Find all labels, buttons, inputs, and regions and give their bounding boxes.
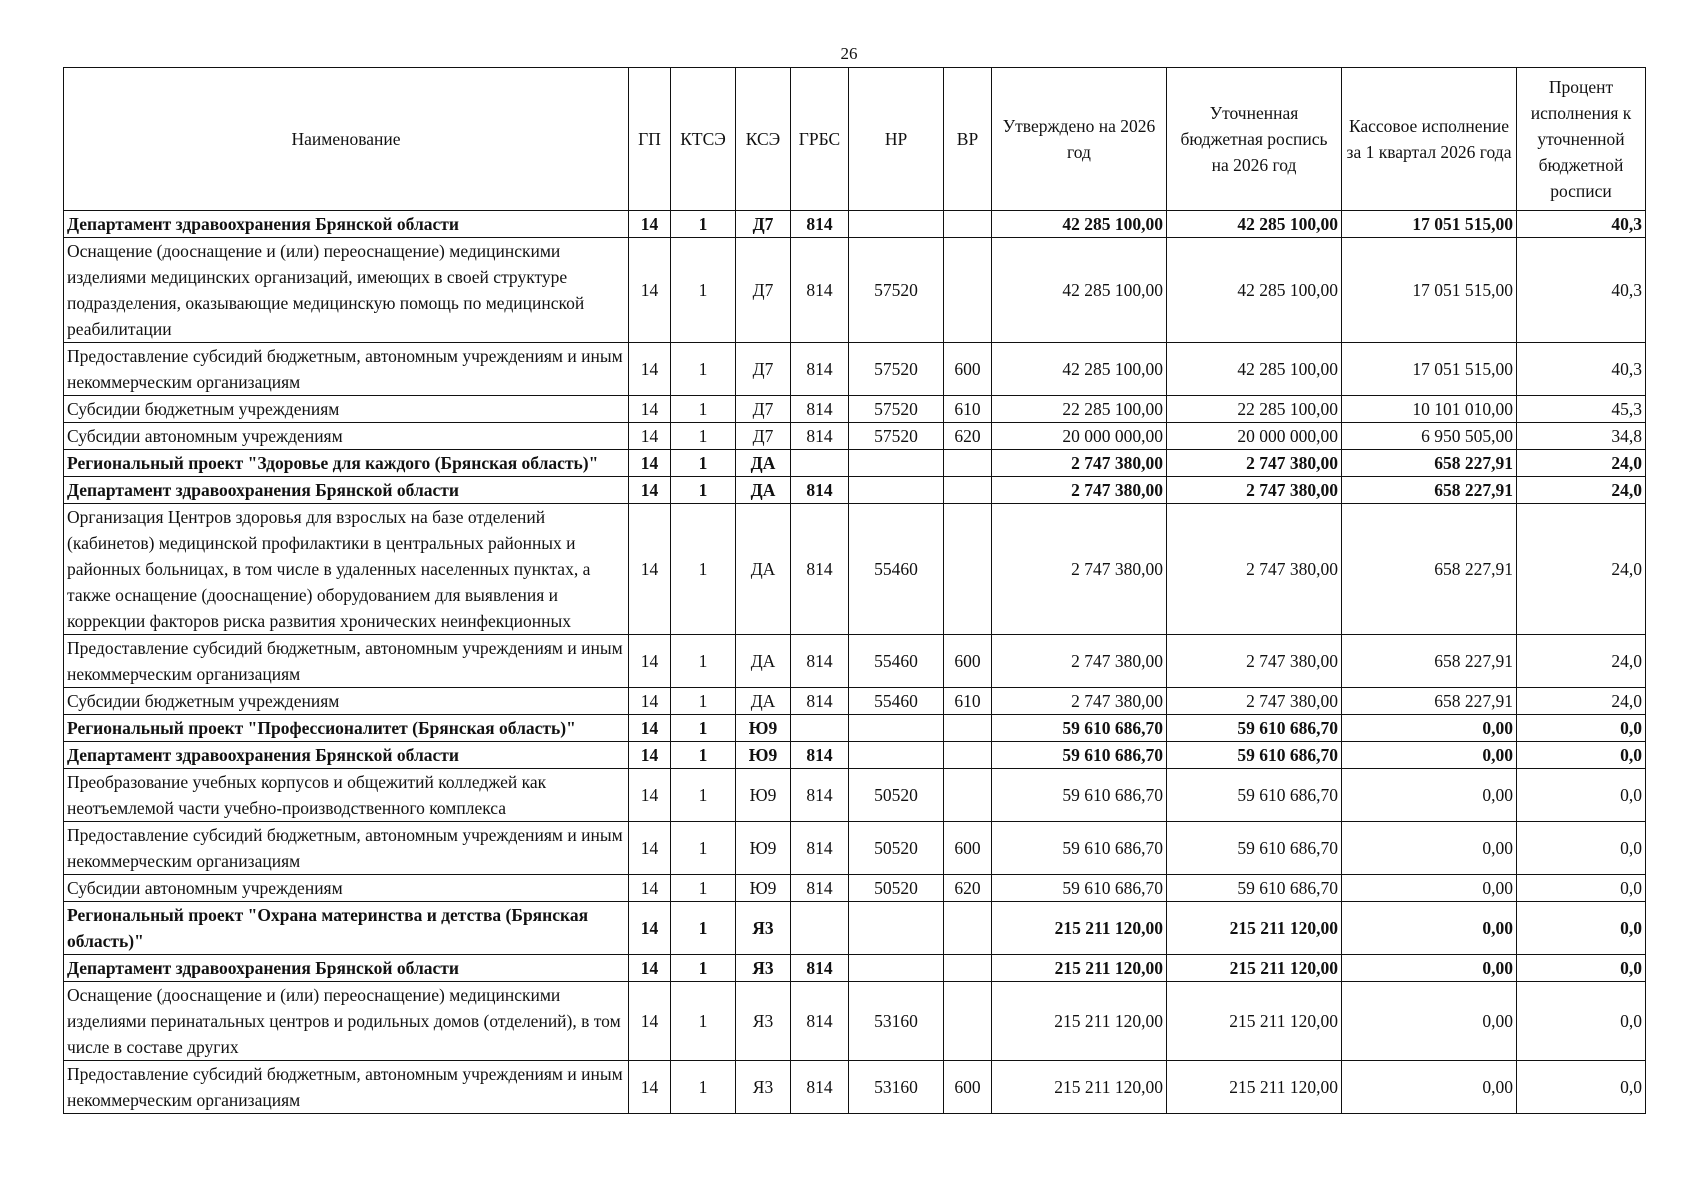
table-row (64, 875, 1646, 902)
cell-grbs: 814 (791, 982, 849, 1061)
cell-percent: 40,3 (1517, 343, 1646, 396)
table-row (64, 477, 1646, 504)
cell-percent: 0,0 (1517, 955, 1646, 982)
cell-vr: 600 (944, 635, 992, 688)
header-kse: КСЭ (736, 68, 791, 211)
cell-cash: 0,00 (1342, 715, 1517, 742)
cell-refined: 22 285 100,00 (1167, 396, 1342, 423)
cell-gp: 14 (629, 343, 671, 396)
cell-kse: Д7 (736, 396, 791, 423)
cell-percent: 24,0 (1517, 450, 1646, 477)
cell-grbs: 814 (791, 396, 849, 423)
cell-kse: Д7 (736, 238, 791, 343)
cell-vr: 620 (944, 423, 992, 450)
cell-cash: 658 227,91 (1342, 504, 1517, 635)
table-row (64, 343, 1646, 396)
cell-grbs: 814 (791, 742, 849, 769)
cell-name: Департамент здравоохранения Брянской области (64, 477, 629, 504)
cell-name: Региональный проект "Здоровье для каждого (Брянская область)" (64, 450, 629, 477)
cell-cash: 0,00 (1342, 875, 1517, 902)
cell-gp: 14 (629, 1061, 671, 1114)
page-number: 26 (840, 44, 858, 63)
cell-name: Региональный проект "Охрана материнства и детства (Брянская область)" (64, 902, 629, 955)
table-row (64, 1061, 1646, 1114)
cell-gp: 14 (629, 822, 671, 875)
cell-cash: 17 051 515,00 (1342, 343, 1517, 396)
cell-grbs: 814 (791, 343, 849, 396)
cell-gp: 14 (629, 902, 671, 955)
cell-vr (944, 715, 992, 742)
cell-gp: 14 (629, 504, 671, 635)
cell-vr: 600 (944, 1061, 992, 1114)
cell-kse: Ю9 (736, 875, 791, 902)
cell-grbs: 814 (791, 688, 849, 715)
cell-ktse: 1 (671, 902, 736, 955)
cell-percent: 24,0 (1517, 688, 1646, 715)
cell-name: Преобразование учебных корпусов и общежитий колледжей как неотъемлемой части учебно-производственного комплекса (64, 769, 629, 822)
cell-approved: 59 610 686,70 (992, 875, 1167, 902)
cell-ktse: 1 (671, 423, 736, 450)
cell-nr (849, 902, 944, 955)
cell-cash: 658 227,91 (1342, 688, 1517, 715)
table-row (64, 822, 1646, 875)
cell-refined: 215 211 120,00 (1167, 902, 1342, 955)
cell-vr (944, 769, 992, 822)
table-body (64, 211, 1646, 1114)
table-row (64, 504, 1646, 635)
cell-percent: 0,0 (1517, 769, 1646, 822)
cell-gp: 14 (629, 238, 671, 343)
table-row (64, 902, 1646, 955)
cell-kse: Я3 (736, 955, 791, 982)
cell-ktse: 1 (671, 450, 736, 477)
cell-approved: 59 610 686,70 (992, 822, 1167, 875)
table-row (64, 423, 1646, 450)
cell-approved: 2 747 380,00 (992, 450, 1167, 477)
cell-name: Предоставление субсидий бюджетным, автономным учреждениям и иным некоммерческим организациям (64, 1061, 629, 1114)
cell-nr: 57520 (849, 238, 944, 343)
cell-gp: 14 (629, 477, 671, 504)
cell-grbs (791, 450, 849, 477)
cell-refined: 59 610 686,70 (1167, 715, 1342, 742)
table-row (64, 982, 1646, 1061)
cell-ktse: 1 (671, 1061, 736, 1114)
cell-name: Оснащение (дооснащение и (или) переоснащение) медицинскими изделиями перинатальных центров и родильных домов (отделений), в том числе в составе других (64, 982, 629, 1061)
cell-nr (849, 477, 944, 504)
cell-vr: 610 (944, 396, 992, 423)
cell-refined: 215 211 120,00 (1167, 982, 1342, 1061)
cell-percent: 0,0 (1517, 982, 1646, 1061)
cell-percent: 24,0 (1517, 635, 1646, 688)
cell-gp: 14 (629, 423, 671, 450)
table-row (64, 238, 1646, 343)
cell-cash: 0,00 (1342, 822, 1517, 875)
cell-grbs: 814 (791, 504, 849, 635)
cell-percent: 0,0 (1517, 902, 1646, 955)
table-row (64, 688, 1646, 715)
cell-vr: 620 (944, 875, 992, 902)
cell-name: Субсидии автономным учреждениям (64, 875, 629, 902)
cell-ktse: 1 (671, 396, 736, 423)
cell-approved: 42 285 100,00 (992, 343, 1167, 396)
table-row (64, 769, 1646, 822)
cell-kse: Д7 (736, 423, 791, 450)
cell-approved: 59 610 686,70 (992, 769, 1167, 822)
budget-execution-table (63, 67, 1646, 1114)
cell-nr: 53160 (849, 1061, 944, 1114)
cell-kse: Я3 (736, 902, 791, 955)
cell-name: Субсидии бюджетным учреждениям (64, 396, 629, 423)
cell-nr: 50520 (849, 769, 944, 822)
cell-grbs: 814 (791, 875, 849, 902)
cell-vr: 600 (944, 822, 992, 875)
cell-approved: 2 747 380,00 (992, 477, 1167, 504)
cell-approved: 215 211 120,00 (992, 902, 1167, 955)
cell-vr: 610 (944, 688, 992, 715)
cell-name: Организация Центров здоровья для взрослых на базе отделений (кабинетов) медицинской профилактики в центральных районных и районных больницах, в том числе в удаленных населенных пунктах, а также оснащение (дооснащение) оборудованием для выявления и коррекции факторов риска развития хронических неинфекционных (64, 504, 629, 635)
cell-refined: 2 747 380,00 (1167, 477, 1342, 504)
cell-cash: 0,00 (1342, 902, 1517, 955)
header-ktse: КТСЭ (671, 68, 736, 211)
cell-percent: 0,0 (1517, 715, 1646, 742)
cell-nr (849, 450, 944, 477)
cell-approved: 215 211 120,00 (992, 982, 1167, 1061)
table-row (64, 742, 1646, 769)
cell-refined: 42 285 100,00 (1167, 343, 1342, 396)
cell-ktse: 1 (671, 982, 736, 1061)
cell-refined: 42 285 100,00 (1167, 238, 1342, 343)
table-row (64, 450, 1646, 477)
cell-cash: 6 950 505,00 (1342, 423, 1517, 450)
cell-cash: 17 051 515,00 (1342, 238, 1517, 343)
cell-grbs (791, 715, 849, 742)
cell-refined: 42 285 100,00 (1167, 211, 1342, 238)
cell-ktse: 1 (671, 875, 736, 902)
header-grbs: ГРБС (791, 68, 849, 211)
cell-kse: ДА (736, 504, 791, 635)
cell-grbs: 814 (791, 477, 849, 504)
cell-percent: 0,0 (1517, 1061, 1646, 1114)
cell-percent: 45,3 (1517, 396, 1646, 423)
cell-percent: 24,0 (1517, 477, 1646, 504)
cell-refined: 59 610 686,70 (1167, 769, 1342, 822)
cell-ktse: 1 (671, 822, 736, 875)
cell-approved: 215 211 120,00 (992, 955, 1167, 982)
cell-grbs: 814 (791, 955, 849, 982)
cell-percent: 34,8 (1517, 423, 1646, 450)
table-row (64, 396, 1646, 423)
cell-percent: 0,0 (1517, 822, 1646, 875)
cell-kse: Ю9 (736, 822, 791, 875)
cell-ktse: 1 (671, 635, 736, 688)
header-nr: НР (849, 68, 944, 211)
table-row (64, 955, 1646, 982)
cell-vr (944, 955, 992, 982)
cell-refined: 20 000 000,00 (1167, 423, 1342, 450)
cell-grbs: 814 (791, 423, 849, 450)
cell-kse: ДА (736, 688, 791, 715)
cell-name: Департамент здравоохранения Брянской области (64, 742, 629, 769)
cell-nr (849, 955, 944, 982)
header-cash: Кассовое исполнение за 1 квартал 2026 года (1342, 68, 1517, 211)
cell-percent: 40,3 (1517, 238, 1646, 343)
cell-nr (849, 211, 944, 238)
cell-approved: 42 285 100,00 (992, 238, 1167, 343)
cell-cash: 0,00 (1342, 955, 1517, 982)
table-row (64, 715, 1646, 742)
cell-vr (944, 477, 992, 504)
cell-grbs: 814 (791, 211, 849, 238)
cell-kse: ДА (736, 450, 791, 477)
cell-gp: 14 (629, 982, 671, 1061)
header-refined: Уточненная бюджетная роспись на 2026 год (1167, 68, 1342, 211)
cell-nr (849, 742, 944, 769)
cell-cash: 0,00 (1342, 742, 1517, 769)
cell-ktse: 1 (671, 715, 736, 742)
cell-ktse: 1 (671, 238, 736, 343)
cell-kse: ДА (736, 477, 791, 504)
cell-kse: ДА (736, 635, 791, 688)
table-header (64, 68, 1646, 211)
cell-percent: 0,0 (1517, 742, 1646, 769)
cell-approved: 59 610 686,70 (992, 715, 1167, 742)
cell-kse: Я3 (736, 1061, 791, 1114)
cell-vr (944, 742, 992, 769)
cell-gp: 14 (629, 742, 671, 769)
cell-refined: 2 747 380,00 (1167, 635, 1342, 688)
cell-name: Департамент здравоохранения Брянской области (64, 955, 629, 982)
cell-refined: 2 747 380,00 (1167, 688, 1342, 715)
cell-cash: 10 101 010,00 (1342, 396, 1517, 423)
cell-vr: 600 (944, 343, 992, 396)
cell-kse: Ю9 (736, 742, 791, 769)
cell-grbs: 814 (791, 822, 849, 875)
cell-nr: 55460 (849, 504, 944, 635)
cell-name: Предоставление субсидий бюджетным, автономным учреждениям и иным некоммерческим организациям (64, 343, 629, 396)
header-vr: ВР (944, 68, 992, 211)
cell-cash: 658 227,91 (1342, 635, 1517, 688)
cell-name: Региональный проект "Профессионалитет (Брянская область)" (64, 715, 629, 742)
cell-approved: 42 285 100,00 (992, 211, 1167, 238)
cell-vr (944, 238, 992, 343)
cell-grbs: 814 (791, 635, 849, 688)
cell-refined: 59 610 686,70 (1167, 822, 1342, 875)
cell-ktse: 1 (671, 955, 736, 982)
cell-kse: Ю9 (736, 715, 791, 742)
cell-name: Оснащение (дооснащение и (или) переоснащение) медицинскими изделиями медицинских организаций, имеющих в своей структуре подразделения, оказывающие медицинскую помощь по медицинской реабилитации (64, 238, 629, 343)
cell-gp: 14 (629, 688, 671, 715)
cell-refined: 59 610 686,70 (1167, 742, 1342, 769)
cell-gp: 14 (629, 875, 671, 902)
cell-grbs (791, 902, 849, 955)
cell-cash: 0,00 (1342, 769, 1517, 822)
cell-percent: 0,0 (1517, 875, 1646, 902)
cell-nr: 53160 (849, 982, 944, 1061)
cell-gp: 14 (629, 635, 671, 688)
cell-vr (944, 982, 992, 1061)
cell-approved: 2 747 380,00 (992, 688, 1167, 715)
cell-cash: 0,00 (1342, 1061, 1517, 1114)
cell-refined: 2 747 380,00 (1167, 504, 1342, 635)
header-approved: Утверждено на 2026 год (992, 68, 1167, 211)
cell-vr (944, 211, 992, 238)
cell-approved: 22 285 100,00 (992, 396, 1167, 423)
cell-refined: 59 610 686,70 (1167, 875, 1342, 902)
table-row (64, 211, 1646, 238)
cell-name: Предоставление субсидий бюджетным, автономным учреждениям и иным некоммерческим организациям (64, 822, 629, 875)
cell-nr (849, 715, 944, 742)
cell-gp: 14 (629, 450, 671, 477)
cell-vr (944, 504, 992, 635)
cell-gp: 14 (629, 955, 671, 982)
cell-ktse: 1 (671, 688, 736, 715)
cell-nr: 55460 (849, 688, 944, 715)
cell-name: Департамент здравоохранения Брянской области (64, 211, 629, 238)
cell-name: Субсидии автономным учреждениям (64, 423, 629, 450)
cell-cash: 0,00 (1342, 982, 1517, 1061)
cell-nr: 57520 (849, 396, 944, 423)
cell-kse: Я3 (736, 982, 791, 1061)
cell-refined: 215 211 120,00 (1167, 1061, 1342, 1114)
cell-refined: 2 747 380,00 (1167, 450, 1342, 477)
cell-approved: 20 000 000,00 (992, 423, 1167, 450)
header-gp: ГП (629, 68, 671, 211)
cell-nr: 50520 (849, 822, 944, 875)
cell-gp: 14 (629, 769, 671, 822)
cell-kse: Ю9 (736, 769, 791, 822)
cell-name: Субсидии бюджетным учреждениям (64, 688, 629, 715)
cell-cash: 658 227,91 (1342, 450, 1517, 477)
cell-ktse: 1 (671, 211, 736, 238)
cell-grbs: 814 (791, 238, 849, 343)
cell-kse: Д7 (736, 211, 791, 238)
cell-percent: 24,0 (1517, 504, 1646, 635)
cell-vr (944, 450, 992, 477)
cell-percent: 40,3 (1517, 211, 1646, 238)
cell-approved: 59 610 686,70 (992, 742, 1167, 769)
cell-cash: 658 227,91 (1342, 477, 1517, 504)
cell-approved: 2 747 380,00 (992, 504, 1167, 635)
header-percent: Процент исполнения к уточненной бюджетной росписи (1517, 68, 1646, 211)
cell-name: Предоставление субсидий бюджетным, автономным учреждениям и иным некоммерческим организациям (64, 635, 629, 688)
header-row (64, 68, 1646, 211)
cell-vr (944, 902, 992, 955)
table-row (64, 635, 1646, 688)
cell-nr: 50520 (849, 875, 944, 902)
cell-ktse: 1 (671, 343, 736, 396)
cell-ktse: 1 (671, 504, 736, 635)
cell-refined: 215 211 120,00 (1167, 955, 1342, 982)
cell-ktse: 1 (671, 769, 736, 822)
cell-nr: 57520 (849, 343, 944, 396)
cell-nr: 57520 (849, 423, 944, 450)
cell-grbs: 814 (791, 769, 849, 822)
cell-approved: 215 211 120,00 (992, 1061, 1167, 1114)
cell-nr: 55460 (849, 635, 944, 688)
header-name: Наименование (64, 68, 629, 211)
cell-gp: 14 (629, 211, 671, 238)
cell-ktse: 1 (671, 742, 736, 769)
cell-cash: 17 051 515,00 (1342, 211, 1517, 238)
cell-gp: 14 (629, 396, 671, 423)
cell-approved: 2 747 380,00 (992, 635, 1167, 688)
cell-grbs: 814 (791, 1061, 849, 1114)
cell-ktse: 1 (671, 477, 736, 504)
cell-gp: 14 (629, 715, 671, 742)
cell-kse: Д7 (736, 343, 791, 396)
